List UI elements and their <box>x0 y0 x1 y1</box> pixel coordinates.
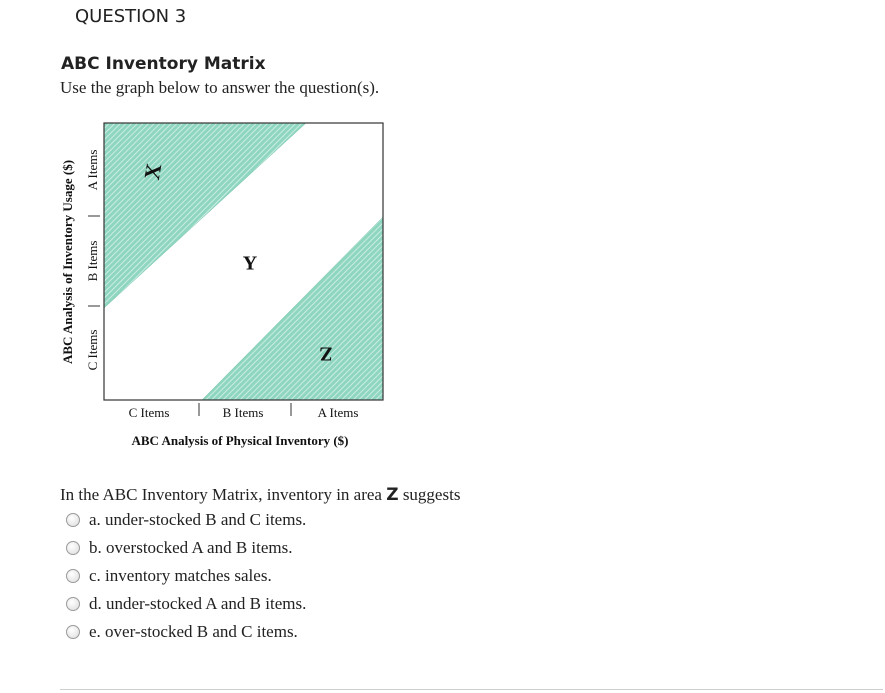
prompt-emphasis-z: Z <box>386 485 399 505</box>
section-title: ABC Inventory Matrix <box>61 54 266 74</box>
y-band-c-items: C Items <box>84 329 100 371</box>
radio-button-e[interactable] <box>66 625 80 639</box>
x-band-b-items: B Items <box>222 405 264 420</box>
question-number: QUESTION 3 <box>75 6 187 27</box>
x-band-c-items: C Items <box>128 405 170 420</box>
radio-button-d[interactable] <box>66 597 80 611</box>
question-prompt <box>60 485 460 505</box>
answer-option-d[interactable] <box>66 593 306 615</box>
prompt-text-before: In the ABC Inventory Matrix, inventory in area <box>60 485 387 504</box>
answer-label-c[interactable]: c. inventory matches sales. <box>89 566 272 585</box>
region-y-label: Y <box>242 252 258 275</box>
region-x-label: X <box>138 161 167 182</box>
instruction-text: Use the graph below to answer the question(s). <box>60 78 380 97</box>
answer-label-d[interactable]: d. under-stocked A and B items. <box>89 594 307 613</box>
x-axis-title: ABC Analysis of Physical Inventory ($) <box>131 433 349 448</box>
y-band-a-items: A Items <box>84 149 100 191</box>
answer-option-c[interactable] <box>66 565 272 587</box>
bottom-divider <box>60 689 883 690</box>
y-band-b-items: B Items <box>84 240 100 282</box>
answer-option-b[interactable] <box>66 537 293 559</box>
answer-option-e[interactable] <box>66 621 298 643</box>
region-x-shading <box>104 123 306 308</box>
answer-label-b[interactable]: b. overstocked A and B items. <box>89 538 293 557</box>
answer-option-a[interactable] <box>66 509 306 531</box>
radio-button-b[interactable] <box>66 541 80 555</box>
region-z-label: Z <box>319 342 333 365</box>
x-band-a-items: A Items <box>317 405 359 420</box>
answer-label-e[interactable]: e. over-stocked B and C items. <box>89 622 298 641</box>
radio-button-a[interactable] <box>66 513 80 527</box>
answer-label-a[interactable]: a. under-stocked B and C items. <box>89 510 307 529</box>
region-z-shading <box>202 217 383 400</box>
prompt-text-after: suggests <box>398 485 461 504</box>
radio-button-c[interactable] <box>66 569 80 583</box>
y-axis-title: ABC Analysis of Inventory Usage ($) <box>59 159 75 365</box>
